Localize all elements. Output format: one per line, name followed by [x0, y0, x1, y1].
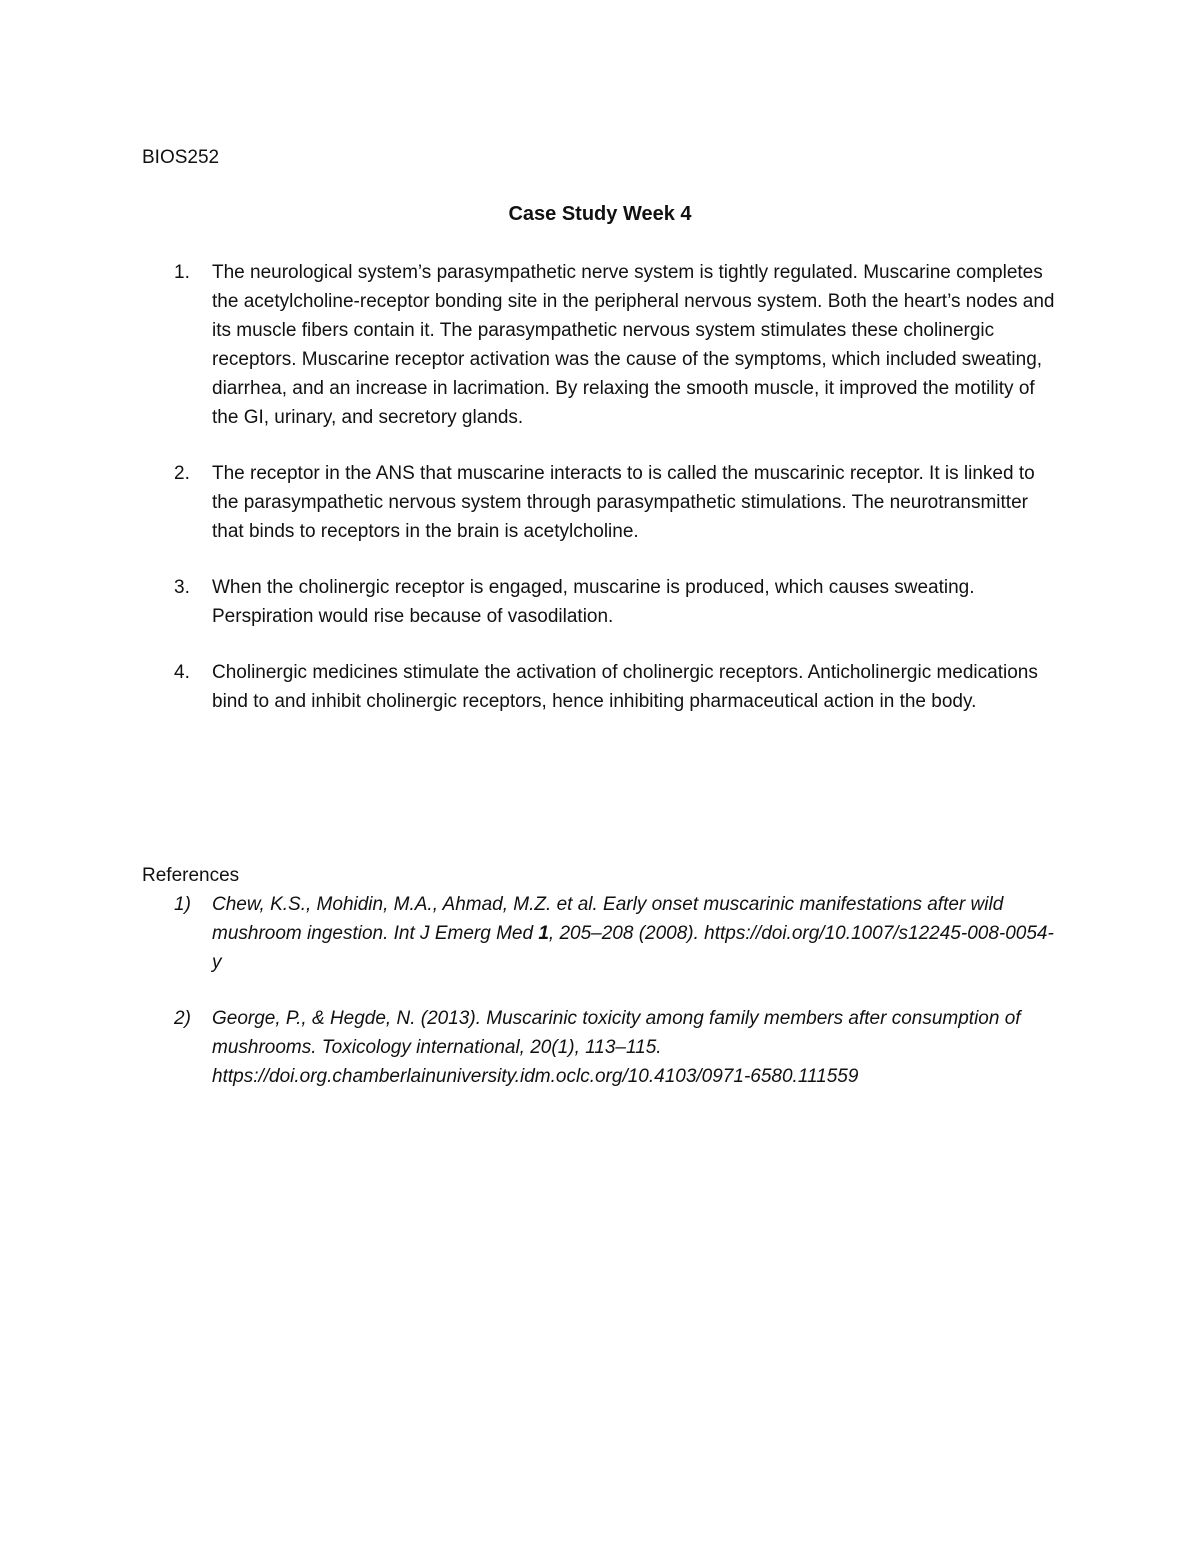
- answer-text: The neurological system’s parasympathetic nerve system is tightly regulated. Muscarine completes the acetylcholine-receptor bonding site in the peripheral nervous system. Both the heart’s nodes and its muscle fibers contain it. The parasympathetic nervous system stimulates these cholinergic receptors. Muscarine receptor activation was the cause of the symptoms, which included sweating, diarrhea, and an increase in lacrimation. By relaxing the smooth muscle, it improved the motility of the GI, urinary, and secretory glands.: [212, 262, 1055, 428]
- document-title: Case Study Week 4: [508, 203, 692, 225]
- reference-list: [142, 890, 1062, 1091]
- answer-number: 3.: [174, 577, 190, 598]
- reference-text-tail: , 205–208 (2008). https://doi.org/10.1007/s12245-008-0054-y: [212, 923, 1054, 973]
- answer-number: 1.: [174, 262, 190, 283]
- reference-text: Chew, K.S., Mohidin, M.A., Ahmad, M.Z. et al. Early onset muscarinic manifestations after wild mushroom ingestion. Int J Emerg Med: [212, 894, 1004, 944]
- references-heading: References: [142, 865, 240, 886]
- answer-item-2: [142, 459, 1062, 546]
- answer-item-1: [142, 258, 1062, 432]
- answer-item-4: [142, 658, 1062, 716]
- course-code: BIOS252: [142, 147, 220, 168]
- reference-item-1: [142, 890, 1062, 977]
- reference-number: 1): [174, 894, 191, 915]
- answer-text: The receptor in the ANS that muscarine interacts to is called the muscarinic receptor. It is linked to the parasympathetic nervous system through parasympathetic stimulations. The neurotransmitter that binds to receptors in the brain is acetylcholine.: [212, 463, 1035, 542]
- answer-text: Cholinergic medicines stimulate the activation of cholinergic receptors. Anticholinergic medications bind to and inhibit cholinergic receptors, hence inhibiting pharmaceutical action in the body.: [212, 662, 1038, 712]
- answer-item-3: [142, 573, 1062, 631]
- reference-volume: 1: [538, 923, 549, 944]
- answer-number: 4.: [174, 662, 190, 683]
- reference-number: 2): [174, 1008, 191, 1029]
- answer-list: [142, 258, 1062, 716]
- answer-number: 2.: [174, 463, 190, 484]
- reference-item-2: [142, 1004, 1062, 1091]
- reference-text: George, P., & Hegde, N. (2013). Muscarinic toxicity among family members after consumption of mushrooms. Toxicology international, 20(1), 113–115. https://doi.org.chamberlainuniversity.idm.oclc.org/10.4103/0971-6580.111559: [212, 1008, 1021, 1087]
- answer-text: When the cholinergic receptor is engaged, muscarine is produced, which causes sweating. Perspiration would rise because of vasodilation.: [212, 577, 975, 627]
